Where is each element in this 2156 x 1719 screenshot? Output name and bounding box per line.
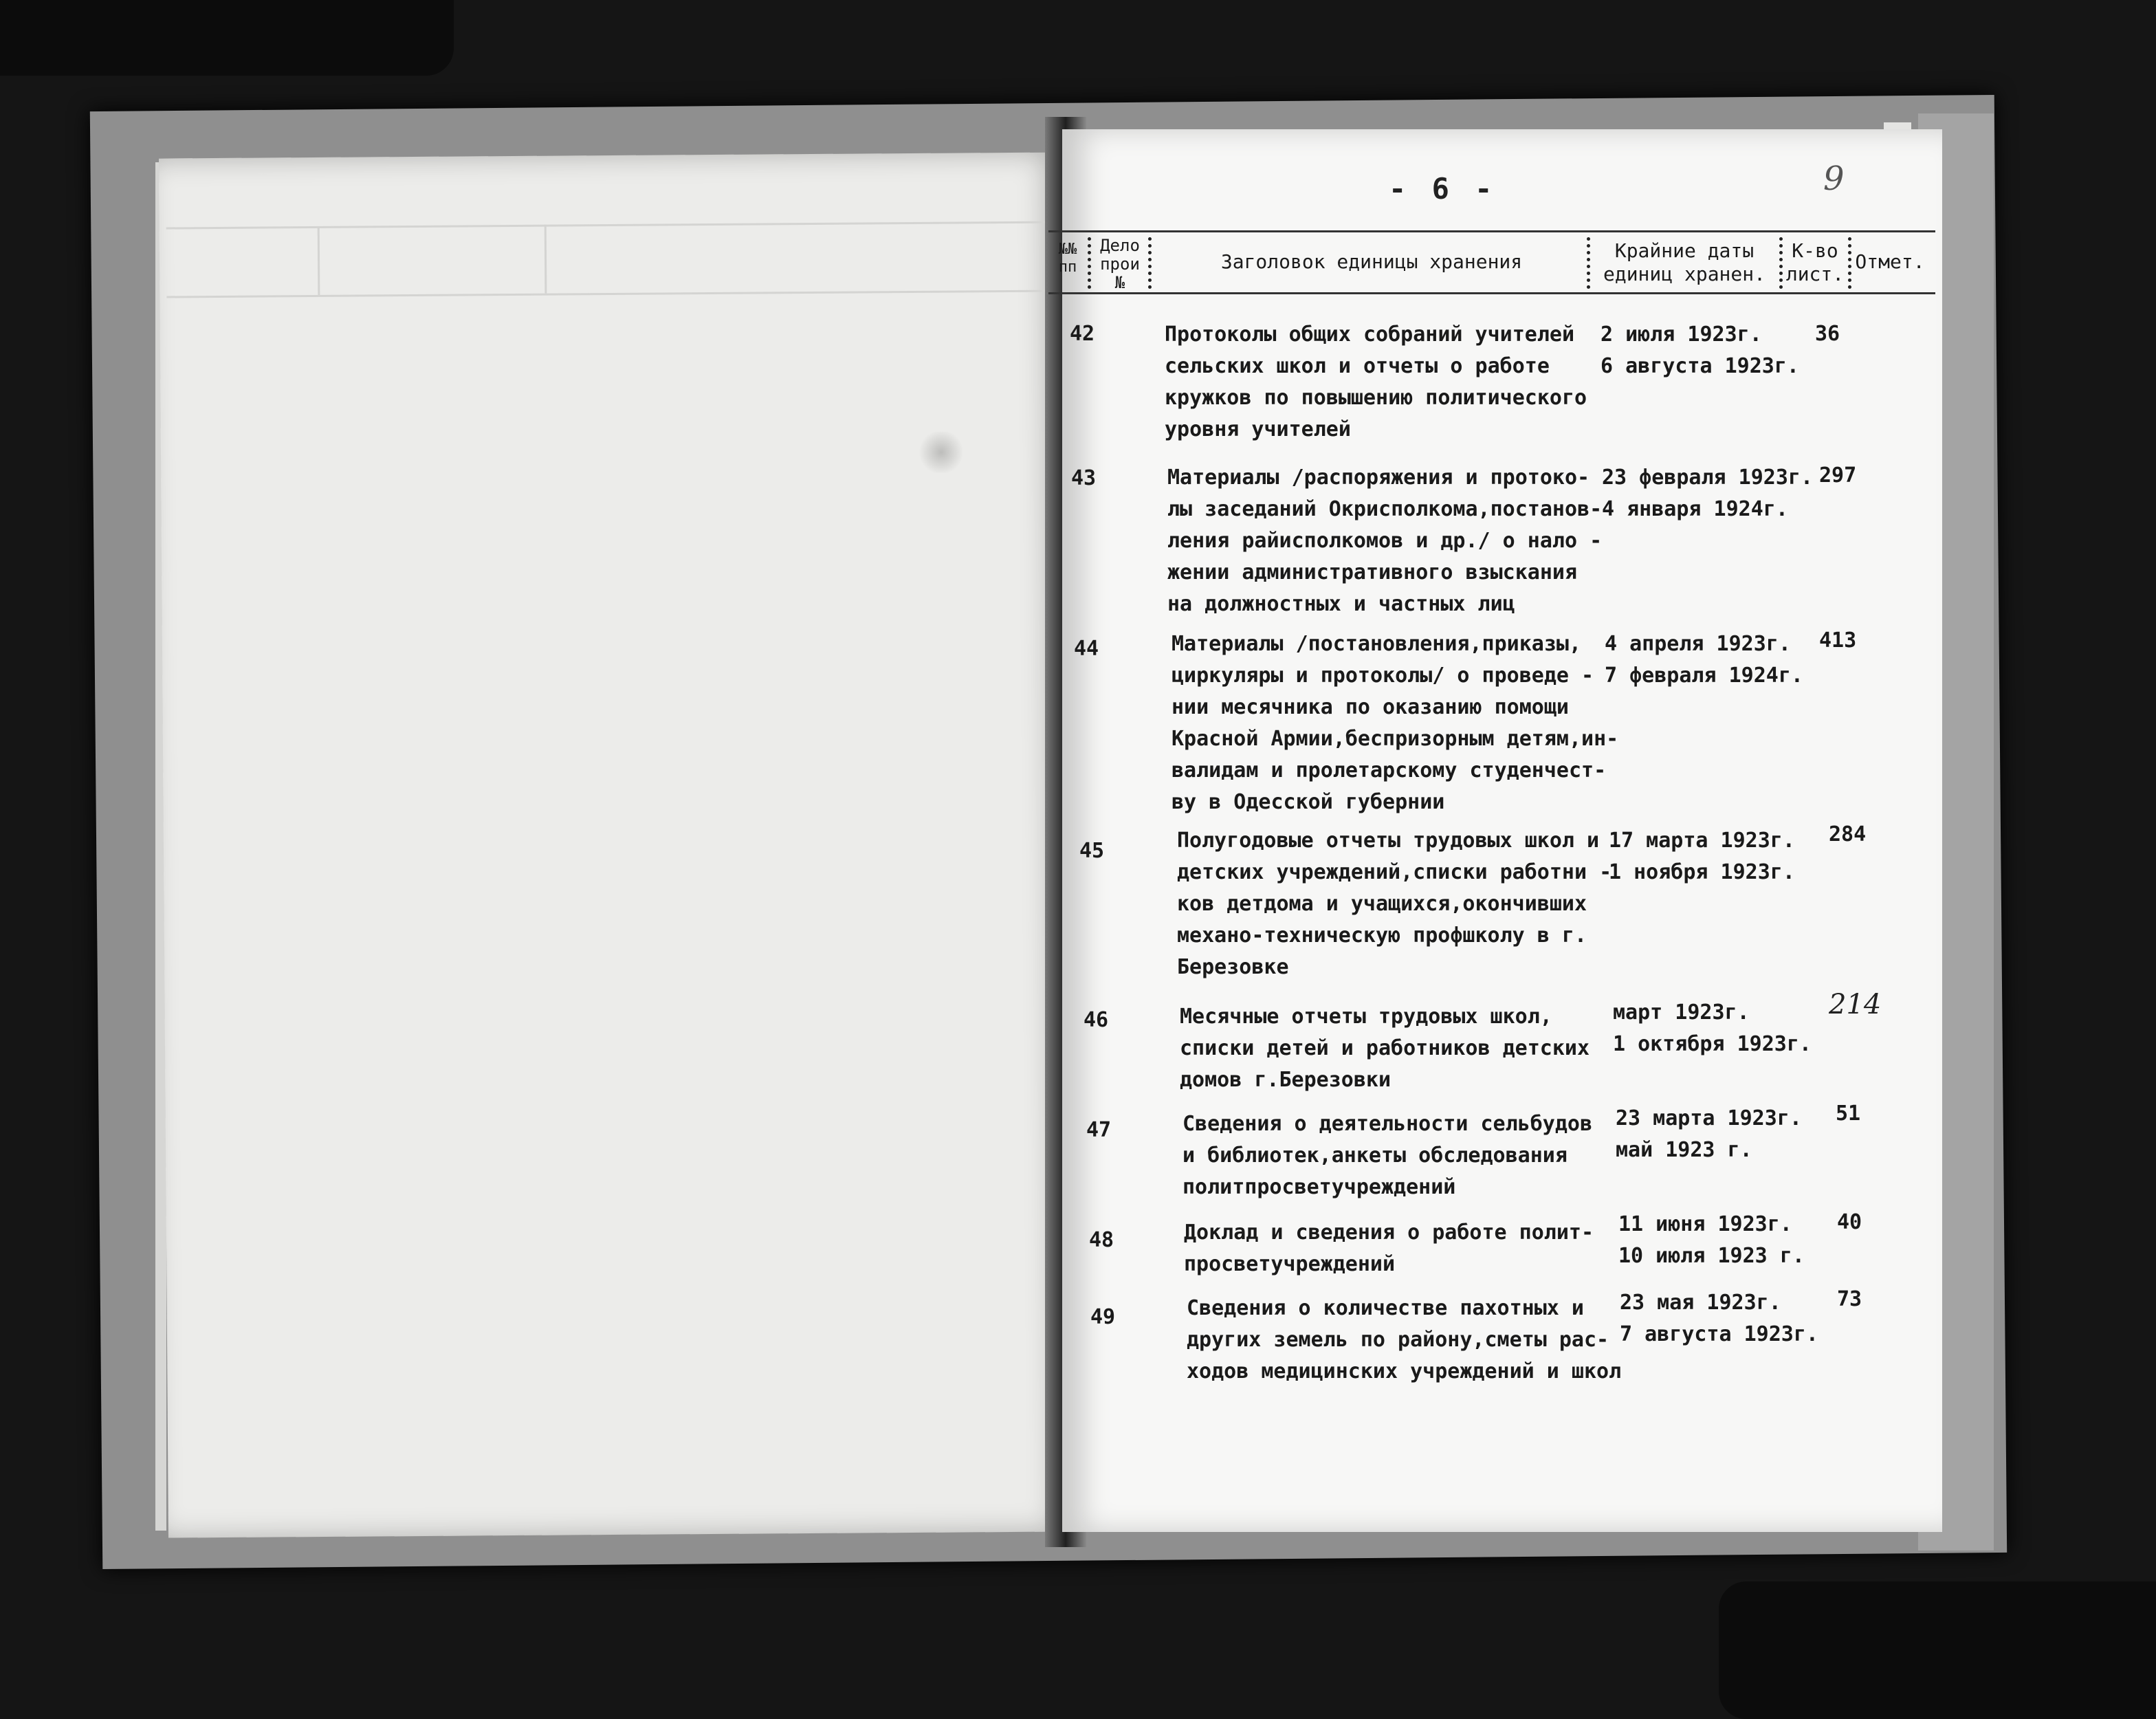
background-corner bbox=[1719, 1581, 2156, 1719]
header-column-divider bbox=[1148, 237, 1152, 289]
row-sheets: 51 bbox=[1836, 1102, 1861, 1126]
header-note: Отмет. bbox=[1855, 250, 1925, 273]
row-title: Месячные отчеты трудовых школ, списки детей и работников детских домов г.Березовки bbox=[1180, 1005, 1590, 1092]
row-number: 42 bbox=[1070, 322, 1095, 346]
header-column-divider bbox=[1779, 237, 1783, 289]
row-sheets: 36 bbox=[1815, 322, 1840, 346]
header-dates: Крайние даты единиц хранен. bbox=[1603, 239, 1766, 285]
header-column-divider bbox=[1587, 237, 1590, 289]
row-number: 45 bbox=[1079, 839, 1105, 863]
header-column-divider bbox=[1088, 237, 1091, 289]
row-sheets: 297 bbox=[1819, 463, 1857, 488]
row-number: 44 bbox=[1074, 637, 1099, 661]
header-bottom-line bbox=[1048, 292, 1935, 294]
row-number: 47 bbox=[1086, 1118, 1112, 1142]
row-sheets: 413 bbox=[1819, 628, 1857, 653]
header-item-number: №№ пп bbox=[1058, 241, 1077, 276]
row-dates: 23 марта 1923г. май 1923 г. bbox=[1616, 1106, 1802, 1162]
row-dates: 11 июня 1923г. 10 июля 1923 г. bbox=[1618, 1212, 1805, 1268]
row-sheets-handwritten: 214 bbox=[1829, 989, 1882, 1020]
ghost-header-line bbox=[166, 221, 1046, 230]
ghost-header-line bbox=[166, 290, 1046, 298]
row-title: Сведения о количестве пахотных и других земель по району,сметы рас- ходов медицинских учреждений и школ bbox=[1187, 1296, 1622, 1383]
row-title: Протоколы общих собраний учителей сельских школ и отчеты о работе кружков по повышению политического уровня учителей bbox=[1165, 322, 1587, 441]
row-dates: 23 мая 1923г. 7 августа 1923г. bbox=[1620, 1291, 1818, 1346]
background-corner bbox=[0, 0, 454, 76]
header-column-divider bbox=[1848, 237, 1851, 289]
row-number: 48 bbox=[1089, 1228, 1114, 1252]
row-title: Сведения о деятельности сельбудов и библиотек,анкеты обследования политпросветучреждений bbox=[1182, 1112, 1593, 1199]
row-number: 49 bbox=[1090, 1305, 1116, 1329]
ghost-column-line bbox=[544, 225, 547, 294]
row-dates: 17 марта 1923г. 1 ноября 1923г. bbox=[1609, 829, 1795, 884]
row-dates: 2 июля 1923г. 6 августа 1923г. bbox=[1600, 322, 1799, 378]
row-dates: март 1923г. 1 октября 1923г. bbox=[1613, 1000, 1812, 1056]
row-sheets: 40 bbox=[1837, 1210, 1862, 1234]
page-number: - 6 - bbox=[1389, 172, 1497, 206]
row-number: 46 bbox=[1084, 1008, 1109, 1032]
row-dates: 4 апреля 1923г. 7 февраля 1924г. bbox=[1605, 632, 1803, 688]
row-title: Материалы /распоряжения и протоко- лы заседаний Окрисполкома,постанов- ления райисполкомов и др./ о нало - жении административного взыскания на должностных и частных лиц bbox=[1167, 466, 1603, 616]
sheet-number-handwritten: 9 bbox=[1823, 160, 1845, 198]
header-case-number: Дело прои № bbox=[1100, 236, 1140, 292]
row-title: Доклад и сведения о работе полит- просветучреждений bbox=[1184, 1220, 1594, 1276]
header-title: Заголовок единицы хранения bbox=[1220, 250, 1523, 273]
header-sheets: К-во лист. bbox=[1785, 239, 1845, 285]
row-number: 43 bbox=[1071, 466, 1097, 490]
row-title: Полугодовые отчеты трудовых школ и детских учреждений,списки работни - ков детдома и учащихся,окончивших механо-техническую профшколу в г. Березовке bbox=[1177, 829, 1612, 979]
row-sheets: 284 bbox=[1829, 822, 1867, 846]
left-page bbox=[159, 152, 1069, 1537]
ghost-column-line bbox=[318, 226, 320, 295]
row-sheets: 73 bbox=[1837, 1287, 1862, 1311]
row-dates: 23 февраля 1923г. 4 января 1924г. bbox=[1602, 466, 1814, 521]
paper-stain bbox=[917, 431, 965, 472]
header-top-line bbox=[1048, 230, 1935, 232]
row-title: Материалы /постановления,приказы, циркуляры и протоколы/ о проведе - нии месячника по оказанию помощи Красной Армии,беспризорным детям,ин- валидам и пролетарскому студенчест- ву в Одесской губернии bbox=[1172, 632, 1619, 814]
